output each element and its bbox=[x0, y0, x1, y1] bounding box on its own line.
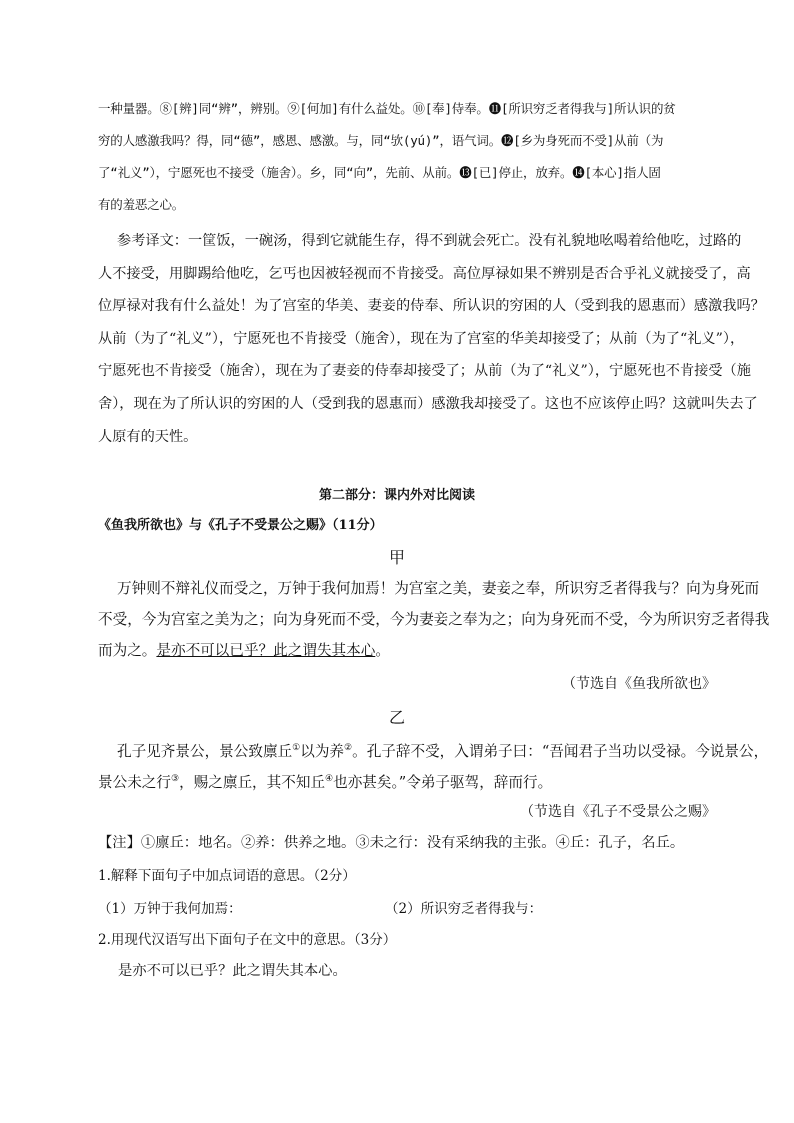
notes-line: 有的羞恶之心。 bbox=[98, 197, 185, 212]
passage-title: 《鱼我所欲也》与《孔子不受景公之赐》（11分） bbox=[98, 518, 383, 533]
translation-line: 人原有的天性。 bbox=[98, 428, 198, 445]
question-1-part-b: （2）所识穷乏者得我与： bbox=[385, 901, 543, 917]
question-1-part-a: （1）万钟于我何加焉： bbox=[98, 901, 242, 917]
passage-line: 万钟则不辩礼仪而受之，万钟于我何加焉！为宫室之美，妻妾之奉，所识穷乏者得我与？向为身死而 bbox=[117, 580, 760, 597]
passage-line: 景公未之行③，赐之廪丘，其不知丘④也亦甚矣。”令弟子驱驾，辞而行。 bbox=[98, 773, 553, 791]
passage-yi-label: 乙 bbox=[388, 708, 405, 727]
notes-line: 一种量器。⑧[辨]同“辨”，辨别。⑨[何加]有什么益处。⑩[奉]侍奉。⓫[所识穷乏者得我与]所认识的贫 bbox=[98, 101, 676, 116]
translation-line: 位厚禄对我有什么益处！为了宫室的华美、妻妾的侍奉、所认识的穷困的人（受到我的恩惠而）感激我吗？ bbox=[98, 298, 765, 315]
passage-yi-source: （节选自《孔子不受景公之赐》 bbox=[520, 804, 716, 820]
translation-line: 舍），现在为了所认识的穷困的人（受到我的恩惠而）感激我却接受了。这也不应该停止吗？这就叫失去了 bbox=[98, 395, 758, 412]
question-2-stem: 2.用现代汉语写出下面句子在文中的意思。（3分） bbox=[98, 932, 397, 948]
footnote: 【注】①廪丘：地名。②养：供养之地。③未之行：没有采纳我的主张。④丘：孔子，名丘。 bbox=[98, 835, 685, 851]
passage-line: 不受，今为宫室之美为之；向为身死而不受，今为妻妾之奉为之；向为身死而不受，今为所识穷乏者得我 bbox=[98, 611, 770, 628]
question-1-stem: 1.解释下面句子中加点词语的意思。（2分） bbox=[98, 868, 356, 884]
reference-translation bbox=[98, 225, 765, 453]
question-2-sentence: 是亦不可以已乎？此之谓失其本心。 bbox=[118, 963, 347, 979]
passage-jia-source: （节选自《鱼我所欲也》 bbox=[562, 676, 716, 692]
translation-line: 宁愿死也不肯接受（施舍），现在为了妻妾的侍奉却接受了；从前（为了“礼义”），宁愿死也不肯接受（施 bbox=[98, 363, 751, 380]
annotation-notes bbox=[98, 93, 718, 221]
underlined-sentence: 是亦不可以已乎？此之谓失其本心 bbox=[156, 642, 376, 659]
passage-jia-label: 甲 bbox=[388, 548, 405, 567]
translation-line: 参考译文：一筐饭，一碗汤，得到它就能生存，得不到就会死亡。没有礼貌地吆喝着给他吃，过路的 bbox=[117, 233, 742, 249]
section-title: 第二部分：课内外对比阅读 bbox=[318, 488, 475, 503]
translation-line: 人不接受，用脚踢给他吃，乞丐也因被轻视而不肯接受。高位厚禄如果不辨别是否合乎礼义就接受了，高 bbox=[98, 265, 751, 282]
notes-line: 了“礼义”），宁愿死也不接受（施舍）。乡，同“向”，先前、从前。⓭[已]停止，放弃。⓮[本心]指人固 bbox=[98, 165, 661, 180]
notes-line: 穷的人感激我吗？得，同“德”，感恩、感激。与，同“欤(yú)”，语气词。⓬[乡为身死而不受]从前（为 bbox=[98, 133, 664, 148]
translation-line: 从前（为了“礼义”），宁愿死也不肯接受（施舍），现在为了宫室的华美却接受了；从前（为了“礼义”）， bbox=[98, 330, 745, 347]
passage-line: 孔子见齐景公，景公致廪丘①以为养②。孔子辞不受，入谓弟子曰：“吾闻君子当功以受禄。今说景公， bbox=[117, 742, 769, 760]
passage-jia bbox=[98, 573, 770, 666]
passage-line: 而为之。是亦不可以已乎？此之谓失其本心。 bbox=[98, 642, 390, 659]
passage-yi bbox=[98, 733, 769, 795]
